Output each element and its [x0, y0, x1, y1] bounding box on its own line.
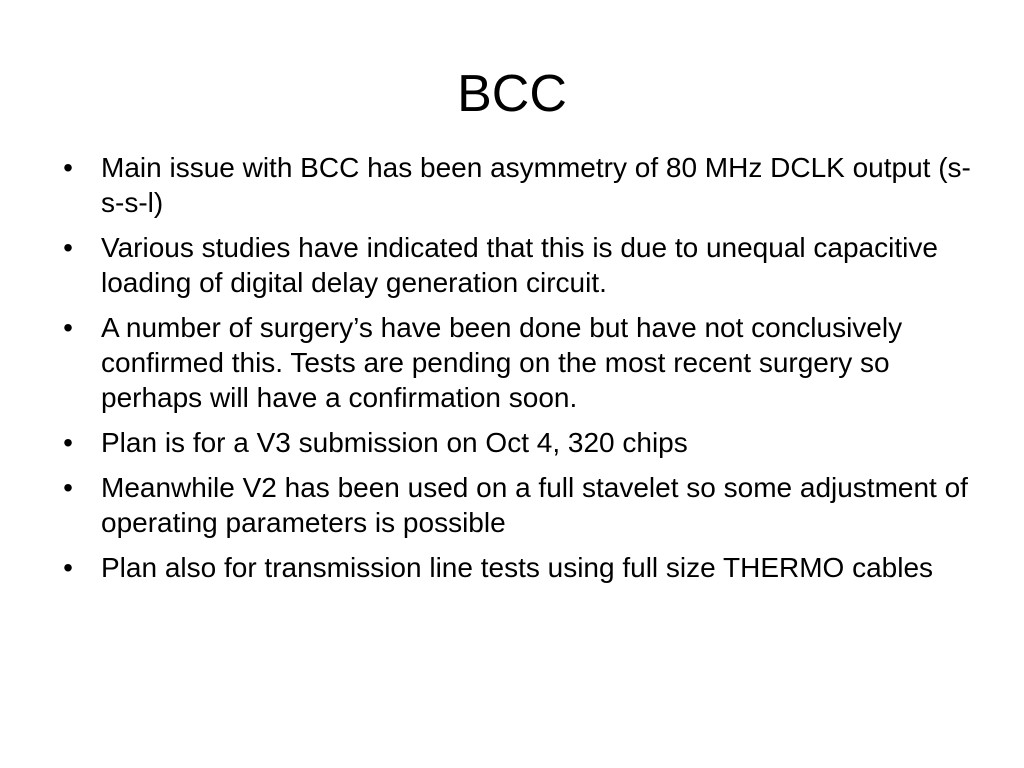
bullet-item [58, 150, 978, 220]
bullet-dot-icon: • [63, 472, 73, 503]
bullet-text: Plan is for a V3 submission on Oct 4, 320 chips [101, 427, 688, 458]
bullet-item [58, 425, 978, 460]
bullet-text: Plan also for transmission line tests using full size THERMO cables [101, 552, 934, 583]
bullet-text: Main issue with BCC has been asymmetry of 80 MHz DCLK output (s-s-s-l) [101, 152, 971, 218]
bullet-item [58, 470, 978, 540]
bullet-dot-icon: • [63, 552, 73, 583]
bullet-text: A number of surgery’s have been done but have not conclusively confirmed this. Tests are pending on the most recent surgery so perhaps will have a confirmation soon. [101, 312, 903, 413]
bullet-item [58, 550, 978, 585]
bullet-dot-icon: • [63, 312, 73, 343]
bullet-dot-icon: • [63, 152, 73, 183]
bullet-dot-icon: • [63, 427, 73, 458]
slide-title: BCC [457, 65, 567, 123]
bullet-text: Various studies have indicated that this is due to unequal capacitive loading of digital delay generation circuit. [101, 232, 938, 298]
bullet-text: Meanwhile V2 has been used on a full stavelet so some adjustment of operating parameters is possible [101, 472, 968, 538]
bullet-dot-icon: • [63, 232, 73, 263]
bullet-item [58, 230, 978, 300]
bullet-item [58, 310, 978, 415]
bullet-list [58, 150, 978, 595]
